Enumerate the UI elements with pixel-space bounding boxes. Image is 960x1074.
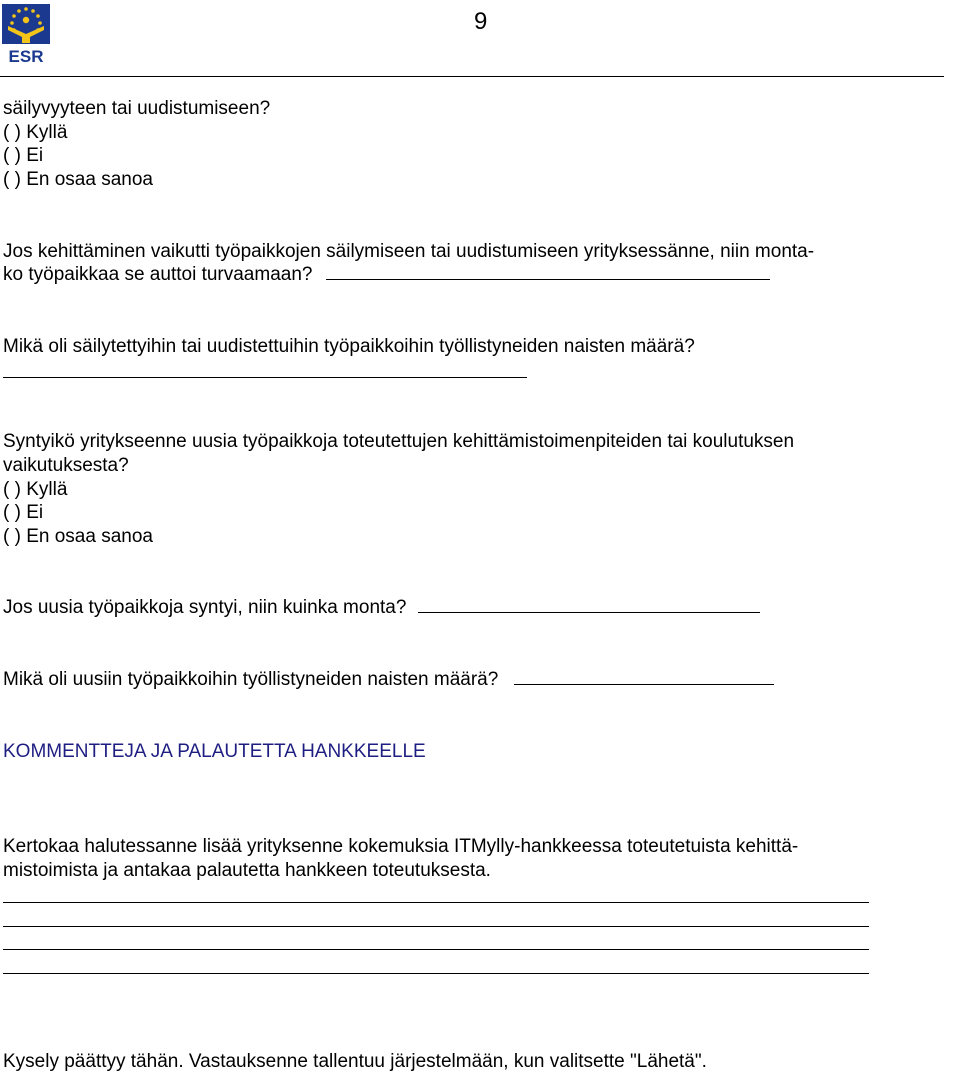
q2-question-line1: Jos kehittäminen vaikutti työpaikkojen säilymiseen tai uudistumiseen yrityksessänne, niin monta-	[3, 241, 815, 262]
svg-text:ESR: ESR	[8, 47, 44, 66]
section-heading: KOMMENTTEJA JA PALAUTETTA HANKKEELLE	[3, 741, 426, 762]
q2-answer-field[interactable]	[326, 279, 770, 280]
feedback-answer-line[interactable]	[3, 949, 869, 950]
q2-question-line2: ko työpaikkaa se auttoi turvaamaan?	[3, 263, 770, 287]
header-rule	[0, 76, 944, 77]
q5-row	[3, 596, 760, 620]
q6-answer-field[interactable]	[514, 684, 774, 685]
q3-answer-field[interactable]	[3, 377, 527, 378]
feedback-answer-line[interactable]	[3, 902, 869, 903]
q3-question: Mikä oli säilytettyihin tai uudistettuihin työpaikkoihin työllistyneiden naisten määrä?	[3, 336, 695, 357]
feedback-prompt-line2: mistoimista ja antakaa palautetta hankkeen toteutuksesta.	[3, 860, 491, 881]
q4-option-yes[interactable]: ( ) Kyllä	[3, 479, 68, 500]
q4-question-line2: vaikutuksesta?	[3, 455, 129, 476]
q5-answer-field[interactable]	[418, 612, 760, 613]
q4-question-line1: Syntyikö yritykseenne uusia työpaikkoja toteutettujen kehittämistoimenpiteiden tai koulutuksen	[3, 431, 795, 452]
q1-question: säilyvyyteen tai uudistumiseen?	[3, 98, 271, 119]
esr-logo	[2, 4, 50, 66]
q4-option-dont-know[interactable]: ( ) En osaa sanoa	[3, 526, 153, 547]
q6-question: Mikä oli uusiin työpaikkoihin työllistyneiden naisten määrä?	[3, 669, 499, 690]
feedback-answer-line[interactable]	[3, 973, 869, 974]
q4-option-no[interactable]: ( ) Ei	[3, 502, 44, 523]
q1-option-no[interactable]: ( ) Ei	[3, 145, 44, 166]
q6-row	[3, 668, 774, 692]
feedback-answer-line[interactable]	[3, 926, 869, 927]
feedback-prompt-line1: Kertokaa halutessanne lisää yrityksenne kokemuksia ITMylly-hankkeessa toteutetuista kehittä-	[3, 836, 799, 857]
page-number: 9	[474, 8, 488, 35]
q1-option-dont-know[interactable]: ( ) En osaa sanoa	[3, 169, 153, 190]
q1-option-yes[interactable]: ( ) Kyllä	[3, 122, 68, 143]
footer-note: Kysely päättyy tähän. Vastauksenne tallentuu järjestelmään, kun valitsette "Lähetä".	[3, 1051, 707, 1072]
q5-question: Jos uusia työpaikkoja syntyi, niin kuinka monta?	[3, 597, 407, 618]
